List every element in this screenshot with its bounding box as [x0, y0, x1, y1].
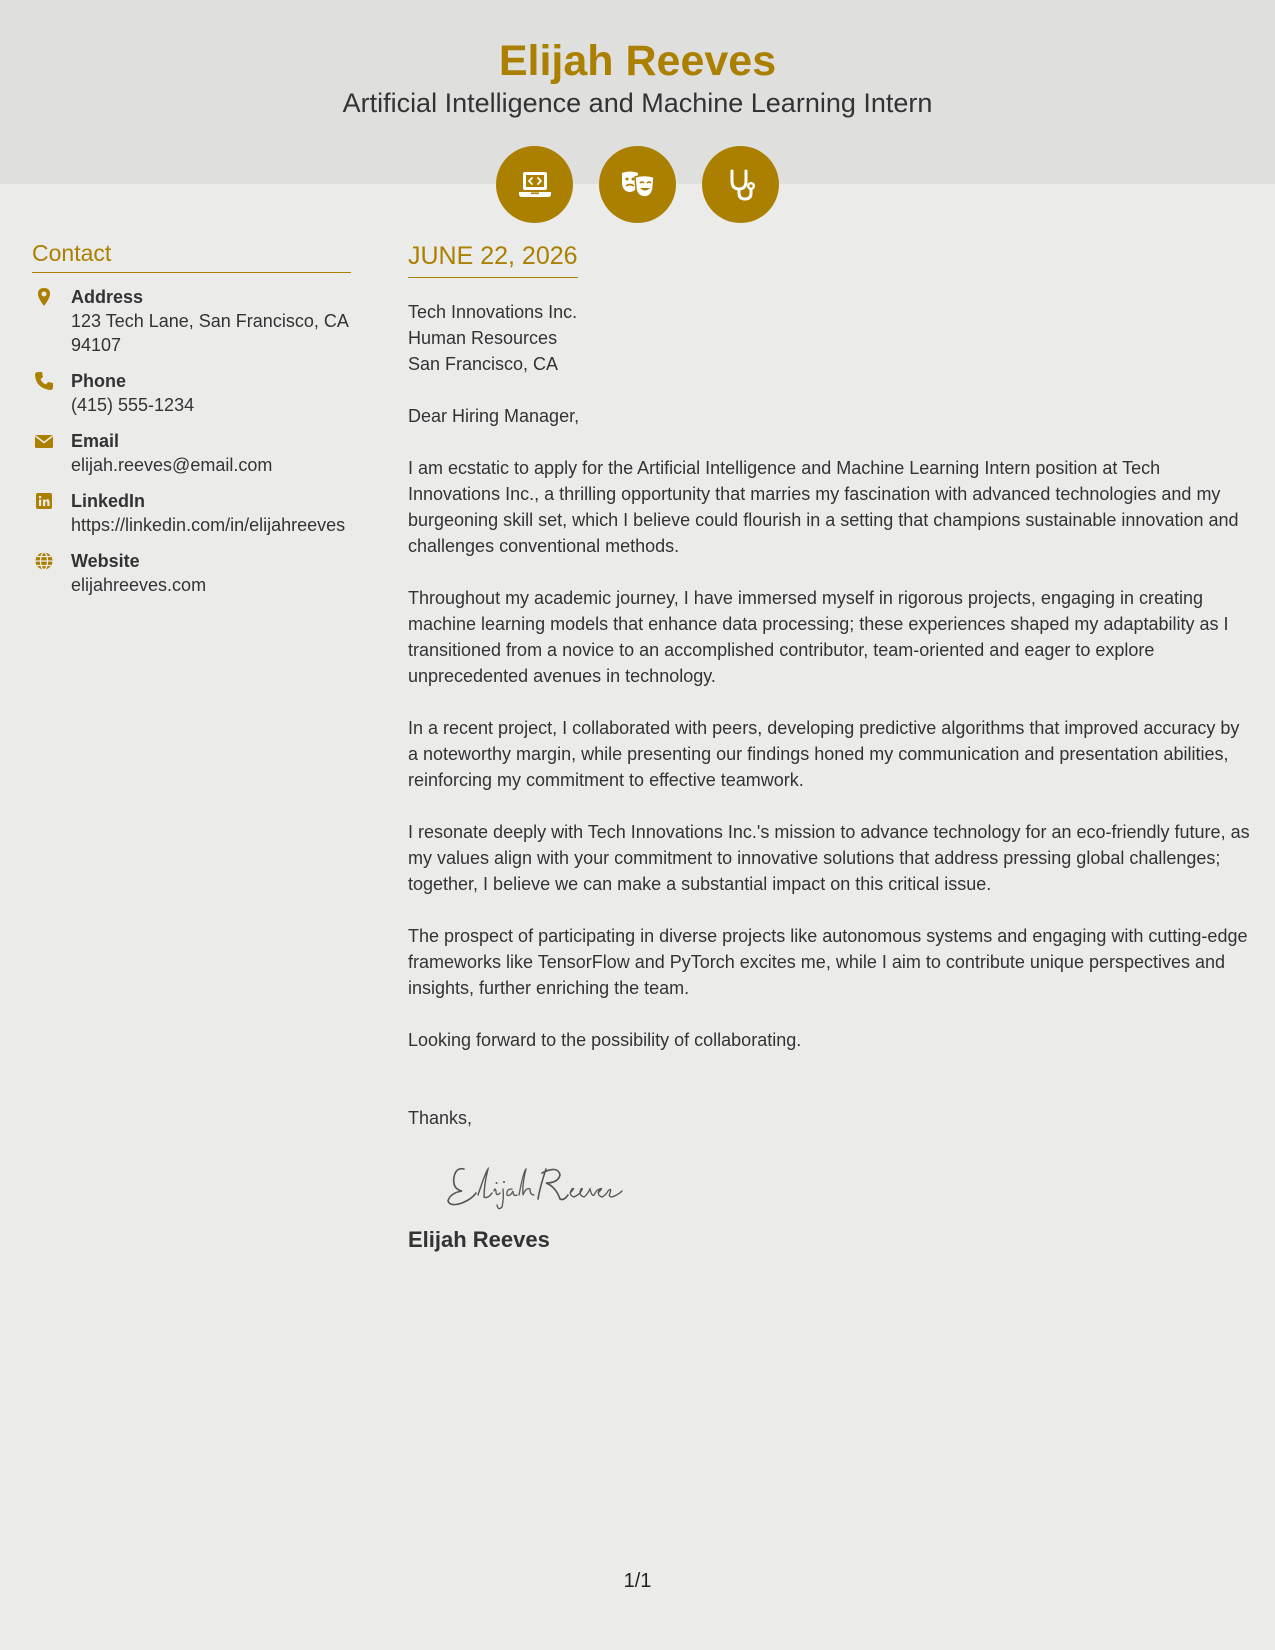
contact-label: Email [71, 431, 120, 451]
phone-icon [34, 371, 54, 391]
contact-section-title: Contact [32, 238, 351, 273]
recipient-company: Tech Innovations Inc. [408, 302, 578, 322]
page-number: 1/1 [623, 1570, 652, 1592]
contact-value: 123 Tech Lane, San Francisco, CA 94107 [71, 311, 348, 355]
map-marker-icon [34, 287, 54, 307]
recipient-block [408, 299, 1250, 377]
letter-paragraph: I resonate deeply with Tech Innovations Inc.'s mission to advance technology for an eco-friendly future, as my values align with your commitment to innovative solutions that address pressing global challenges; together, I believe we can make a substantial impact on this critical issue. [408, 822, 1250, 894]
closing: Thanks, [408, 1108, 473, 1128]
contact-linkedin [32, 489, 351, 537]
contact-label: Address [71, 287, 144, 307]
signed-name: Elijah Reeves [408, 1227, 550, 1252]
letter-paragraph: Looking forward to the possibility of collaborating. [408, 1030, 802, 1050]
letter-body [408, 240, 1250, 1255]
contact-phone [32, 369, 351, 417]
laptop-code-icon [496, 146, 573, 223]
recipient-department: Human Resources [408, 328, 558, 348]
contact-value[interactable]: elijahreeves.com [71, 575, 207, 595]
contact-value[interactable]: elijah.reeves@email.com [71, 455, 273, 475]
letter-paragraph: In a recent project, I collaborated with peers, developing predictive algorithms that improved accuracy by a noteworthy margin, while presenting our findings honed my communication and presentation abilities, reinforcing my commitment to effective teamwork. [408, 718, 1240, 790]
contact-label: LinkedIn [71, 491, 146, 511]
theater-masks-icon [599, 146, 676, 223]
job-title: Artificial Intelligence and Machine Learning Intern [342, 88, 933, 118]
contact-label: Website [71, 551, 140, 571]
contact-label: Phone [71, 371, 127, 391]
globe-icon [34, 551, 54, 571]
linkedin-icon [34, 491, 54, 511]
contact-website [32, 549, 351, 597]
candidate-name: Elijah Reeves [498, 37, 777, 85]
contact-value[interactable]: (415) 555-1234 [71, 395, 195, 415]
contact-address [32, 285, 351, 357]
contact-value[interactable]: https://linkedin.com/in/elijahreeves [71, 515, 346, 535]
header-icons [496, 146, 779, 223]
letter-paragraph: I am ecstatic to apply for the Artificial Intelligence and Machine Learning Intern position at Tech Innovations Inc., a thrilling opportunity that marries my fascination with advanced technologies and my burgeoning skill set, which I believe could flourish in a setting that champions sustainable innovation and challenges conventional methods. [408, 458, 1239, 556]
contact-sidebar [32, 238, 351, 597]
recipient-location: San Francisco, CA [408, 354, 559, 374]
envelope-icon [34, 431, 54, 451]
handwritten-signature [442, 1155, 1250, 1213]
salutation: Dear Hiring Manager, [408, 406, 580, 426]
letter-date: JUNE 22, 2026 [408, 240, 578, 278]
contact-email [32, 429, 351, 477]
letter-paragraph: Throughout my academic journey, I have immersed myself in rigorous projects, engaging in creating machine learning models that enhance data processing; these experiences shaped my adaptability as I transitioned from a novice to an accomplished contributor, team-oriented and eager to explore unprecedented avenues in technology. [408, 588, 1229, 686]
stethoscope-icon [702, 146, 779, 223]
letter-paragraph: The prospect of participating in diverse projects like autonomous systems and engaging with cutting-edge frameworks like TensorFlow and PyTorch excites me, while I aim to contribute unique perspectives and insights, further enriching the team. [408, 926, 1248, 998]
